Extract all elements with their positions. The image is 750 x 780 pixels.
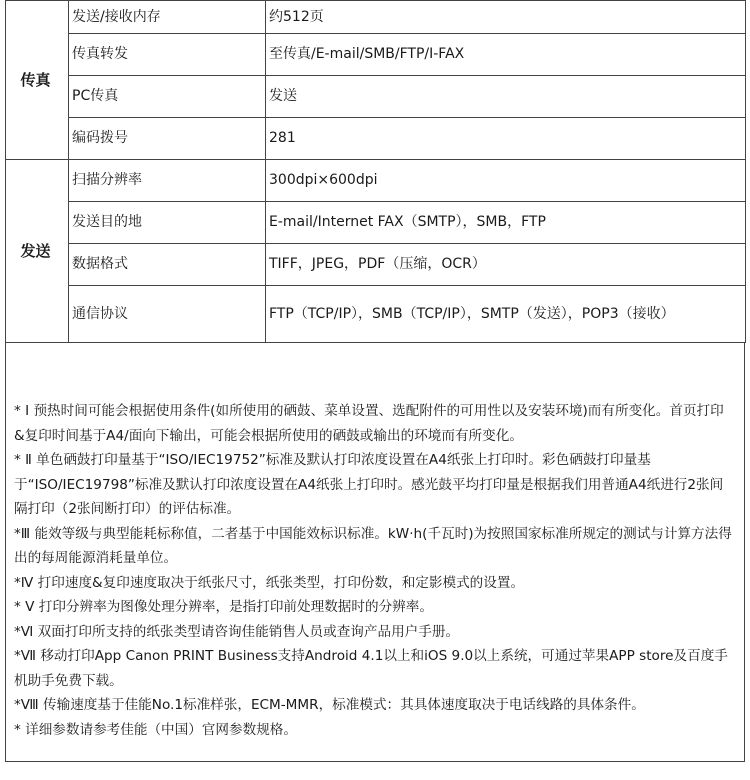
footnote: * Ⅱ 单色硒鼓打印量基于“ISO/IEC19752”标准及默认打印浓度设置在A4纸张上打印时。彩色硒鼓打印量基于“ISO/IEC19798”标准及默认打印浓度设置在A4纸张上打印时。感光鼓平均打印量是根据我们用普通A4纸进行2张间隔打印（2张间断打印）的评估标准。 [14,452,724,517]
spec-table [5,0,746,343]
spec-key: 发送/接收内存 [69,1,266,34]
table-row [6,202,746,244]
spec-key: 发送目的地 [69,202,266,244]
spec-value: TIFF，JPEG，PDF（压缩，OCR） [266,244,746,286]
spec-value: E-mail/Internet FAX（SMTP），SMB，FTP [266,202,746,244]
spec-value: FTP（TCP/IP），SMB（TCP/IP），SMTP（发送），POP3（接收） [266,286,746,343]
spec-value: 300dpi×600dpi [266,160,746,202]
footnotes [5,342,745,762]
spec-value: 至传真/E-mail/SMB/FTP/I-FAX [266,34,746,76]
spec-key: PC传真 [69,76,266,118]
footnote: *Ⅳ 打印速度&复印速度取决于纸张尺寸，纸张类型，打印份数，和定影模式的设置。 [14,574,525,591]
spec-value: 约512页 [266,1,746,34]
footnote: * Ⅰ 预热时间可能会根据使用条件(如所使用的硒鼓、菜单设置、选配附件的可用性以及安装环境)而有所变化。首页打印&复印时间基于A4/面向下输出，可能会根据所使用的硒鼓或输出的环境而有所变化。 [14,403,724,444]
spec-value: 发送 [266,76,746,118]
table-row [6,286,746,343]
spec-key: 数据格式 [69,244,266,286]
spec-value: 281 [266,118,746,160]
spec-key: 编码拨号 [69,118,266,160]
table-row [6,34,746,76]
table-row [6,76,746,118]
footnote: *Ⅶ 移动打印App Canon PRINT Business支持Android 4.1以上和iOS 9.0以上系统，可通过苹果APP store及百度手机助手免费下载。 [14,648,728,689]
footnote: * 详细参数请参考佳能（中国）官网参数规格。 [14,721,297,738]
footnote: *Ⅲ 能效等级与典型能耗标称值，二者基于中国能效标识标准。kW·h(千瓦时)为按照国家标准所规定的测试与计算方法得出的每周能源消耗量单位。 [14,525,732,566]
table-row [6,1,746,34]
category-send: 发送 [6,160,69,343]
footnote: *Ⅷ 传输速度基于佳能No.1标准样张，ECM-MMR，标准模式：其具体速度取决于电话线路的具体条件。 [14,697,645,713]
table-row [6,244,746,286]
table-row [6,160,746,202]
category-fax: 传真 [6,1,69,160]
spec-key: 传真转发 [69,34,266,76]
spec-key: 通信协议 [69,286,266,343]
footnote: *Ⅵ 双面打印所支持的纸张类型请咨询佳能销售人员或查询产品用户手册。 [14,623,460,640]
footnote: * Ⅴ 打印分辨率为图像处理分辨率，是指打印前处理数据时的分辨率。 [14,599,433,615]
table-row [6,118,746,160]
spec-key: 扫描分辨率 [69,160,266,202]
